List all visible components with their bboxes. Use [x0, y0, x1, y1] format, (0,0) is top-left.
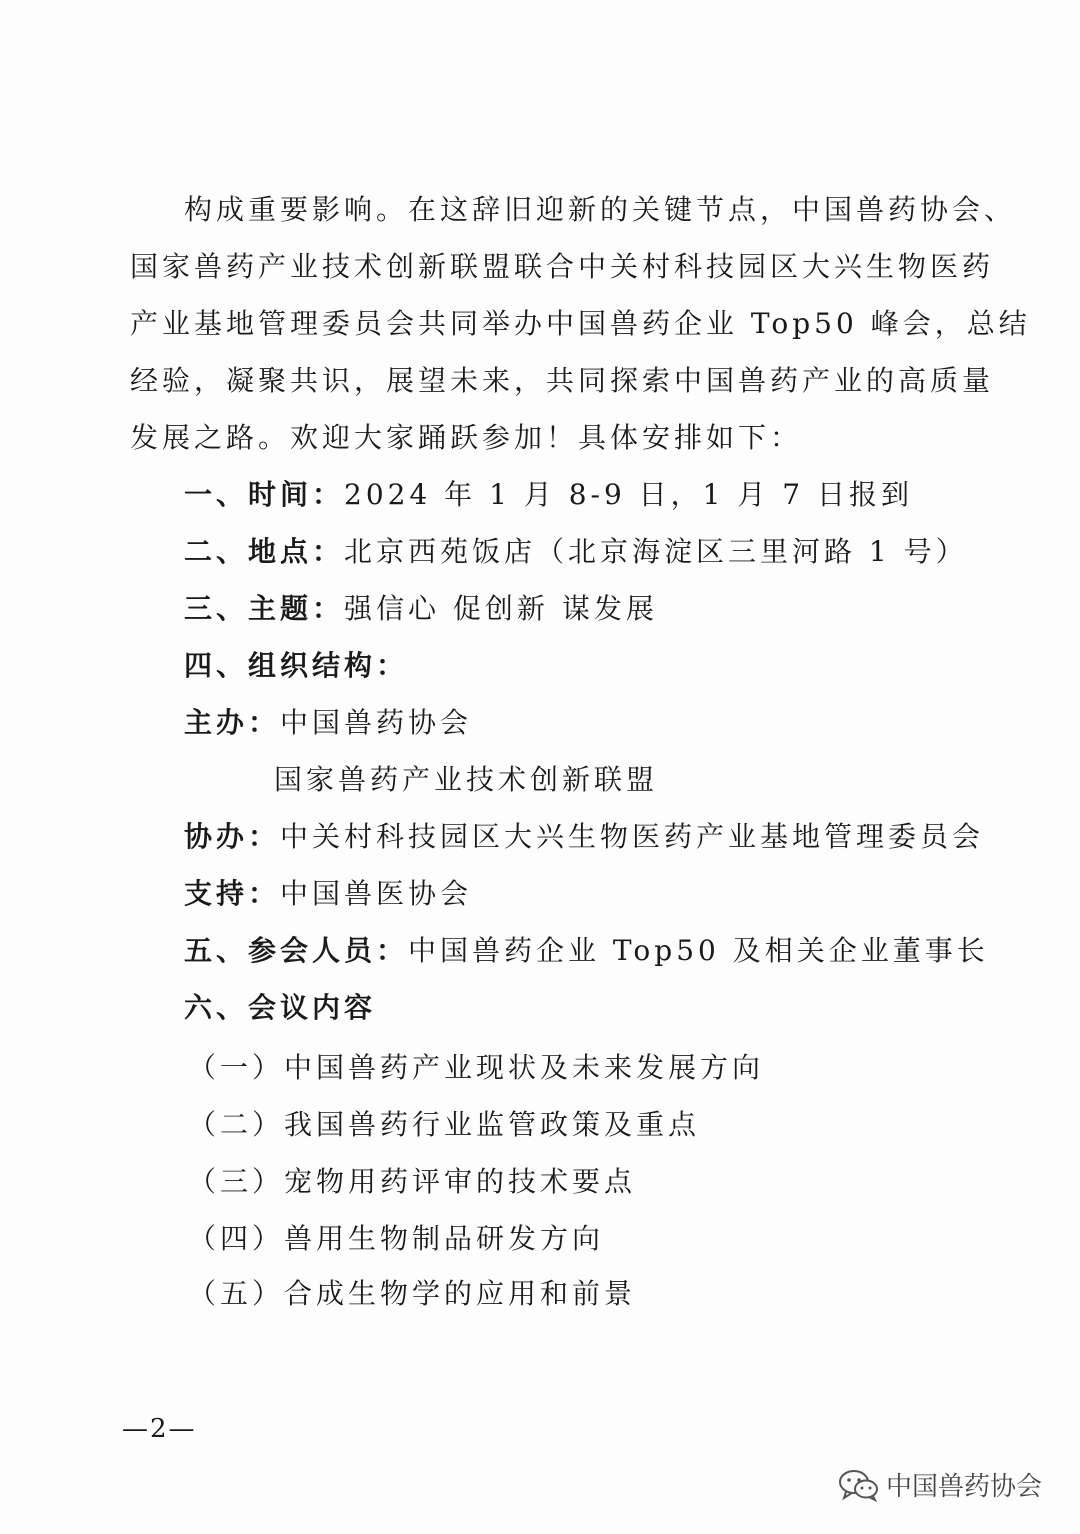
co-host-label: 协办： — [184, 820, 281, 853]
attendee-value: 中国兽药企业 Top50 及相关企业董事长 — [408, 934, 989, 967]
content-item: （一）中国兽药产业现状及未来发展方向 — [188, 1051, 765, 1084]
content-item: （四）兽用生物制品研发方向 — [188, 1222, 605, 1255]
host-value-1: 中国兽药协会 — [280, 706, 473, 739]
place-value: 北京西苑饭店（北京海淀区三里河路 1 号） — [344, 535, 968, 568]
time-item — [184, 475, 913, 515]
support-item — [184, 874, 472, 914]
content-item: （二）我国兽药行业监管政策及重点 — [188, 1108, 701, 1141]
place-label: 二、地点： — [184, 535, 345, 568]
theme-item — [184, 589, 658, 629]
place-item — [184, 532, 968, 572]
footer-account-name: 中国兽药协会 — [886, 1472, 1043, 1502]
host-value-2: 国家兽药产业技术创新联盟 — [274, 763, 659, 796]
co-host-item — [184, 817, 984, 857]
org-heading: 四、组织结构： — [184, 649, 409, 682]
footer-watermark — [838, 1466, 1042, 1503]
page-number: —2— — [122, 1414, 197, 1444]
attendee-item — [184, 931, 989, 971]
host-label: 主办： — [184, 706, 281, 739]
support-value: 中国兽医协会 — [280, 877, 473, 910]
intro-line-1: 构成重要影响。在这辞旧迎新的关键节点，中国兽药协会、 — [184, 193, 1017, 226]
intro-line-2: 国家兽药产业技术创新联盟联合中关村科技园区大兴生物医药 — [130, 250, 995, 283]
content-item: （三）宠物用药评审的技术要点 — [188, 1165, 637, 1198]
wechat-icon — [838, 1468, 880, 1502]
time-label: 一、时间： — [184, 478, 345, 511]
support-label: 支持： — [184, 877, 281, 910]
host-item — [184, 703, 472, 743]
attendee-label: 五、参会人员： — [184, 934, 409, 967]
theme-label: 三、主题： — [184, 592, 345, 625]
content-heading: 六、会议内容 — [184, 991, 377, 1024]
content-item: （五）合成生物学的应用和前景 — [188, 1277, 637, 1310]
time-value: 2024 年 1 月 8-9 日，1 月 7 日报到 — [344, 478, 914, 511]
intro-line-3: 产业基地管理委员会共同举办中国兽药企业 Top50 峰会，总结 — [130, 307, 1031, 340]
intro-line-5: 发展之路。欢迎大家踊跃参加！具体安排如下： — [130, 421, 803, 454]
intro-line-4: 经验，凝聚共识，展望未来，共同探索中国兽药产业的高质量 — [130, 364, 995, 397]
co-host-value: 中关村科技园区大兴生物医药产业基地管理委员会 — [280, 820, 985, 853]
theme-value: 强信心 促创新 谋发展 — [344, 592, 658, 625]
